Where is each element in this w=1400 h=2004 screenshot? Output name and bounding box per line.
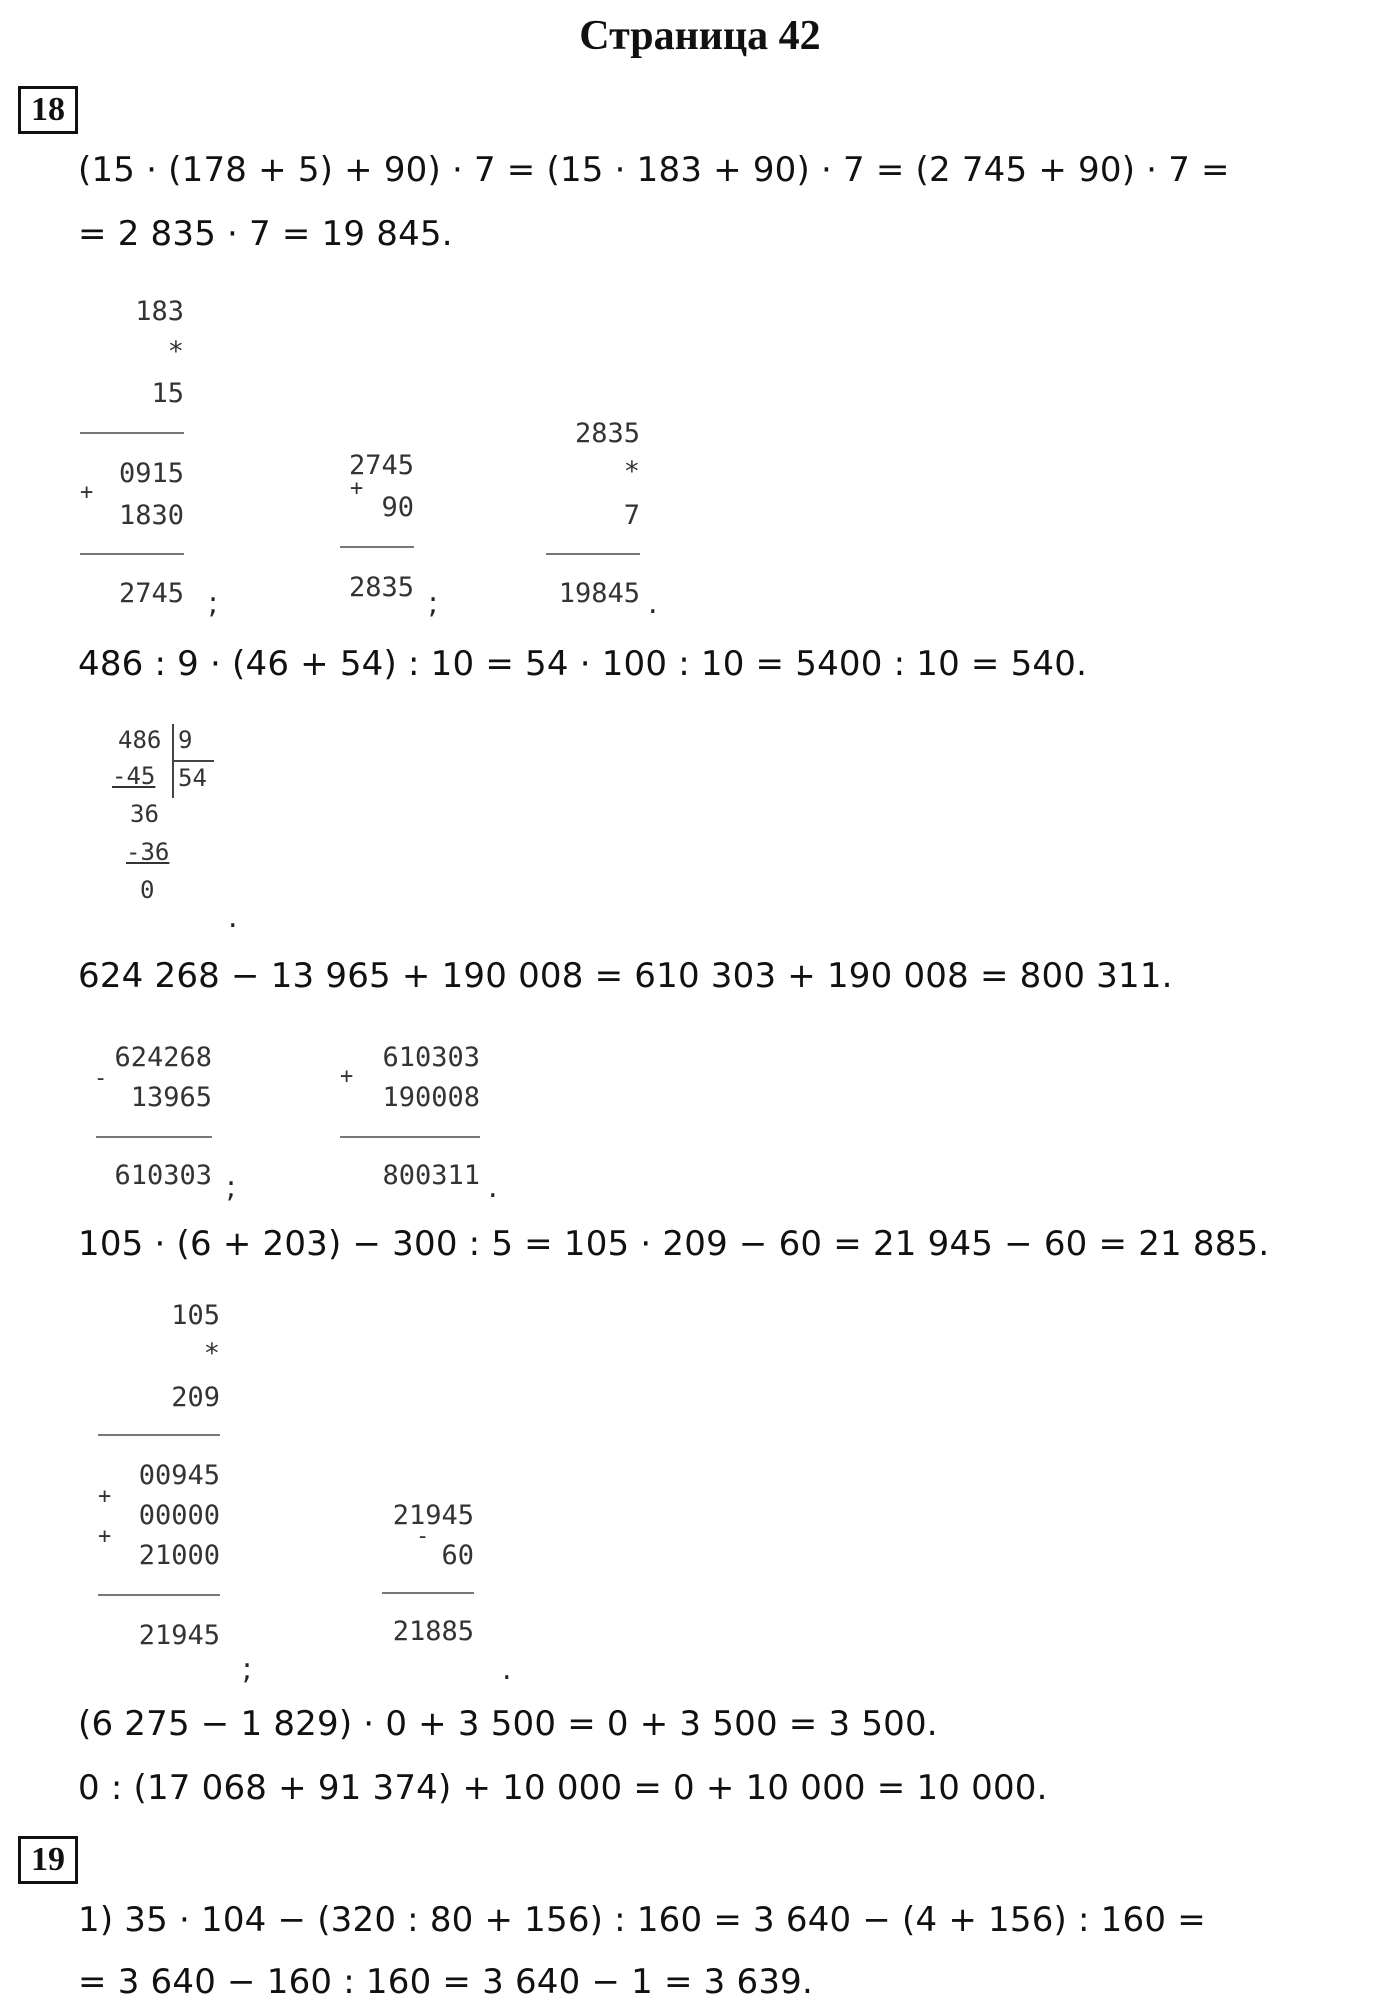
divisor: 9: [178, 726, 193, 754]
operand: 7: [623, 500, 640, 531]
separator: .: [488, 1170, 498, 1205]
operand: 610303: [382, 1042, 480, 1073]
operand: 15: [151, 378, 184, 409]
result: 610303: [114, 1160, 212, 1191]
result: 19845: [558, 578, 640, 609]
partial-product: 1830: [118, 500, 184, 531]
divider-line: [340, 1136, 480, 1138]
operand: 2745: [348, 450, 414, 481]
result: 21885: [392, 1616, 474, 1647]
plus-sign: +: [98, 1484, 112, 1509]
remainder: 0: [140, 876, 155, 904]
separator: ;: [428, 586, 439, 621]
equation-1-line-2: = 2 835 · 7 = 19 845.: [78, 214, 453, 254]
result: 2835: [348, 572, 414, 603]
result: 800311: [382, 1160, 480, 1191]
subtraction: -36: [126, 838, 170, 866]
divider-line: [80, 432, 184, 434]
equation-4: 105 · (6 + 203) − 300 : 5 = 105 · 209 − 60 = 21 945 − 60 = 21 885.: [78, 1224, 1270, 1264]
operand: 13965: [130, 1082, 212, 1113]
operand: 60: [441, 1540, 474, 1571]
plus-sign: +: [98, 1524, 112, 1549]
task19-line-1: 1) 35 · 104 − (320 : 80 + 156) : 160 = 3 640 − (4 + 156) : 160 =: [78, 1900, 1206, 1940]
plus-sign: +: [340, 1064, 354, 1089]
page-title: Страница 42: [579, 13, 821, 59]
operator: *: [167, 336, 184, 367]
equation-5: (6 275 − 1 829) · 0 + 3 500 = 0 + 3 500 = 3 500.: [78, 1704, 938, 1744]
equation-1-line-1: (15 · (178 + 5) + 90) · 7 = (15 · 183 + 90) · 7 = (2 745 + 90) · 7 =: [78, 150, 1230, 190]
plus-sign: +: [350, 476, 364, 501]
result: 2745: [118, 578, 184, 609]
quotient: 54: [178, 764, 207, 792]
minus-sign: -: [416, 1524, 430, 1549]
partial-product: 21000: [138, 1540, 220, 1571]
partial-product: 00000: [138, 1500, 220, 1531]
dividend: 486: [118, 726, 162, 754]
result: 21945: [138, 1620, 220, 1651]
separator: ;: [226, 1170, 237, 1205]
partial-product: 0915: [118, 458, 184, 489]
task-number-19: 19: [18, 1836, 78, 1884]
operand: 190008: [382, 1082, 480, 1113]
separator: .: [648, 586, 658, 621]
operand: 183: [135, 296, 184, 327]
divider-line: [98, 1594, 220, 1596]
divider-line: [80, 553, 184, 555]
divider-line: [96, 1136, 212, 1138]
equation-2: 486 : 9 · (46 + 54) : 10 = 54 · 100 : 10 = 5400 : 10 = 540.: [78, 644, 1088, 684]
separator: .: [502, 1652, 512, 1687]
operand: 105: [171, 1300, 220, 1331]
minus-sign: -: [94, 1066, 108, 1091]
operand: 21945: [392, 1500, 474, 1531]
plus-sign: +: [80, 480, 94, 505]
operand: 209: [171, 1382, 220, 1413]
equation-6: 0 : (17 068 + 91 374) + 10 000 = 0 + 10 000 = 10 000.: [78, 1768, 1048, 1808]
equation-3: 624 268 − 13 965 + 190 008 = 610 303 + 190 008 = 800 311.: [78, 956, 1173, 996]
separator: ;: [208, 586, 219, 621]
separator: ;: [242, 1652, 253, 1687]
operand: 90: [381, 492, 414, 523]
divider-line: [340, 546, 414, 548]
operator: *: [623, 456, 640, 487]
operand: 2835: [574, 418, 640, 449]
operand: 624268: [114, 1042, 212, 1073]
subtraction: -45: [112, 762, 156, 790]
separator: .: [228, 900, 238, 935]
divider-line: [546, 553, 640, 555]
remainder: 36: [130, 800, 159, 828]
divider-line: [98, 1434, 220, 1436]
task19-line-2: = 3 640 − 160 : 160 = 3 640 − 1 = 3 639.: [78, 1962, 814, 2002]
task-number-18: 18: [18, 86, 78, 134]
divisor-underline: [174, 760, 214, 762]
operator: *: [203, 1338, 220, 1369]
partial-product: 00945: [138, 1460, 220, 1491]
divider-line: [382, 1592, 474, 1594]
